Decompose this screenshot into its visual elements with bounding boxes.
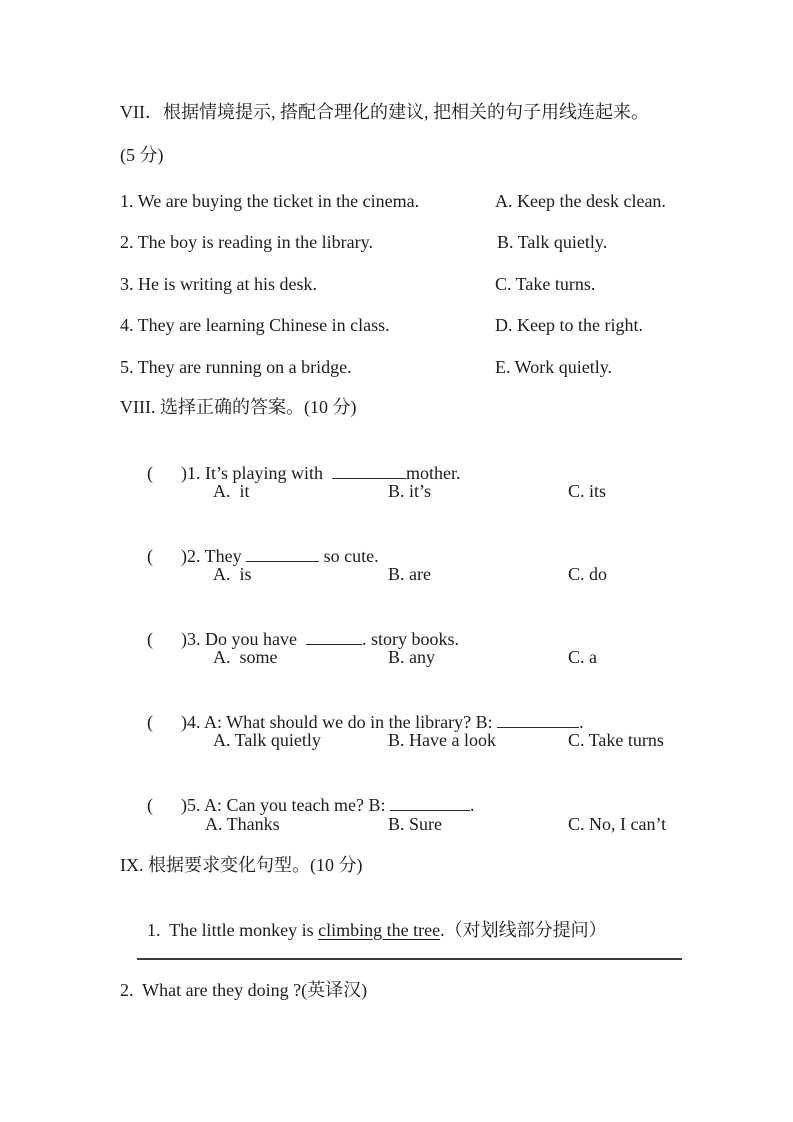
question-stem [120,688,584,756]
section-ix-heading: IX. 根据要求变化句型。(10 分) [120,855,363,875]
section-vii-score: (5 分) [120,145,164,165]
question-text: 1. The little monkey is [147,919,319,940]
stem-text: )5. A: Can you teach me? B: [181,794,390,815]
matching-right-option: C. Take turns. [495,274,596,294]
stem-text: so cute. [319,545,379,566]
answer-bracket: ( [147,711,153,732]
stem-text: )3. Do you have [181,628,306,649]
answer-bracket: ( [147,628,153,649]
option-b: B. Have a look [388,730,496,750]
answer-bracket: ( [147,545,153,566]
stem-text: )4. A: What should we do in the library? B: [181,711,498,732]
option-c: C. do [568,564,608,584]
option-c: C. a [568,647,597,667]
option-a: A. some [213,647,278,667]
matching-left-sentence: 5. They are running on a bridge. [120,357,352,377]
option-a: A. it [213,481,250,501]
answer-writing-line [137,942,682,960]
matching-right-option: A. Keep the desk clean. [495,191,666,211]
matching-right-option: E. Work quietly. [495,357,613,377]
option-a: A. Talk quietly [213,730,321,750]
option-b: B. it’s [388,481,432,501]
section-vii-heading: VII．根据情境提示, 搭配合理化的建议, 把相关的句子用线连起来。 [120,102,649,122]
option-b: B. are [388,564,431,584]
section-viii-heading: VIII. 选择正确的答案。(10 分) [120,397,357,417]
stem-text: . [579,711,584,732]
option-b: B. any [388,647,435,667]
option-c: C. its [568,481,607,501]
fill-in-blank [332,463,406,479]
matching-left-sentence: 1. We are buying the ticket in the cinema. [120,191,420,211]
matching-left-sentence: 2. The boy is reading in the library. [120,232,373,252]
stem-text: . story books. [361,628,459,649]
matching-right-option: B. Talk quietly. [497,232,608,252]
underlined-phrase: climbing the tree [318,919,441,940]
question-text: .（对划线部分提问） [440,919,607,940]
matching-left-sentence: 4. They are learning Chinese in class. [120,315,390,335]
fill-in-blank [306,629,362,645]
matching-right-option: D. Keep to the right. [495,315,643,335]
stem-text: )2. They [181,545,247,566]
stem-text: mother. [406,462,461,483]
fill-in-blank [390,795,470,811]
question-2: 2. What are they doing ?(英译汉) [120,980,368,1000]
answer-bracket: ( [147,794,153,815]
option-a: A. Thanks [205,814,280,834]
stem-text: . [469,794,475,815]
fill-in-blank [246,546,319,562]
option-b: B. Sure [388,814,442,834]
stem-text: )1. It’s playing with [181,462,332,483]
matching-left-sentence: 3. He is writing at his desk. [120,274,317,294]
option-c: C. Take turns [568,730,664,750]
fill-in-blank [497,712,579,728]
option-a: A. is [213,564,252,584]
option-c: C. No, I can’t [568,814,667,834]
answer-bracket: ( [147,462,153,483]
